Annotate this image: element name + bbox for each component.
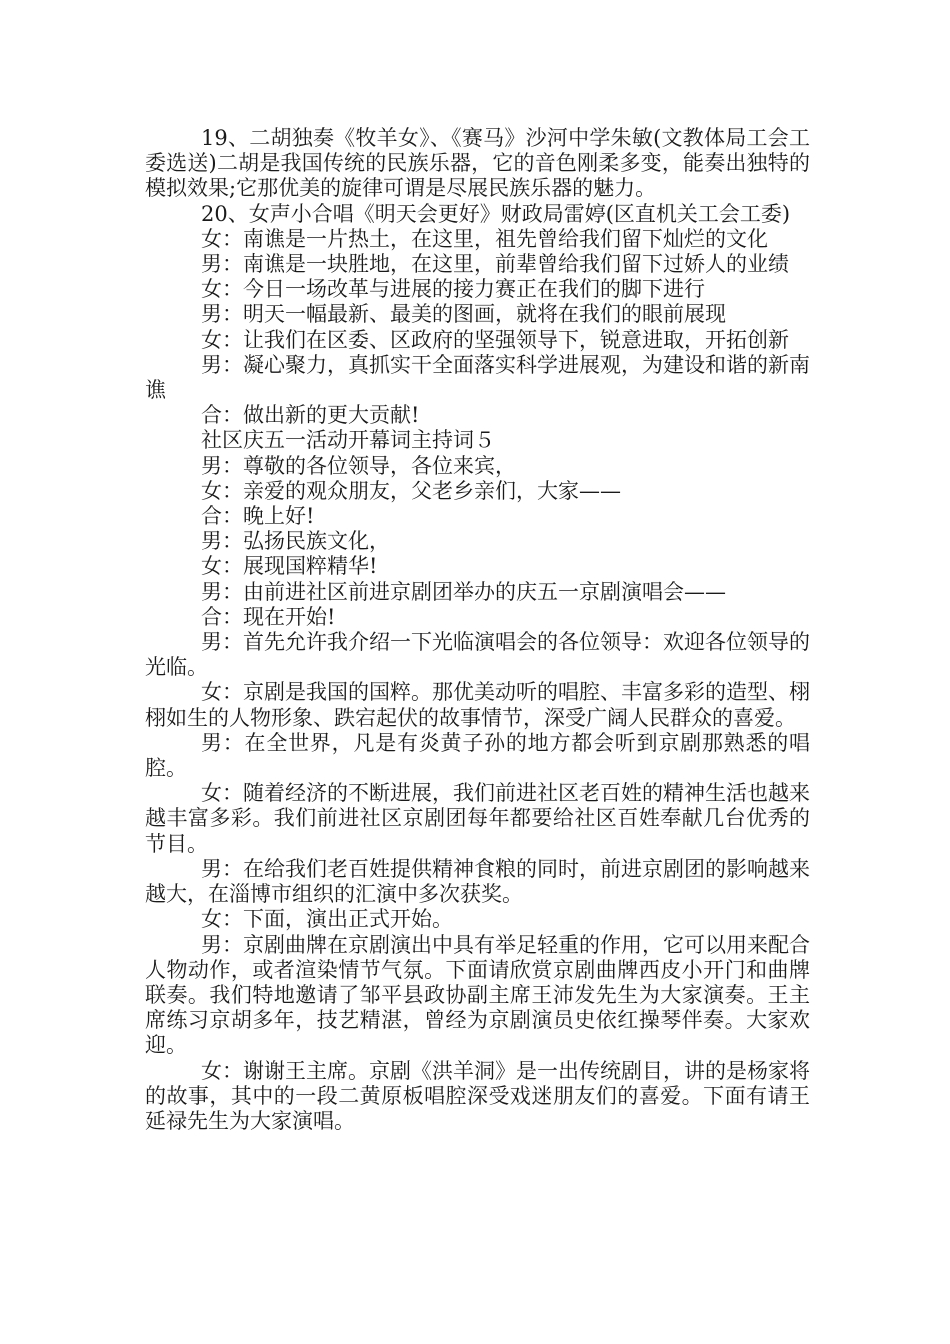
paragraph-6: 男：明天一幅最新、最美的图画，就将在我们的眼前展现 xyxy=(201,302,726,327)
paragraph-8: 男：凝心聚力，真抓实干全面落实科学进展观，为建设和谐的新南谯 xyxy=(145,352,810,403)
paragraph-14: 男：弘扬民族文化， xyxy=(201,529,390,554)
document-body xyxy=(145,126,810,1134)
paragraph-11: 男：尊敬的各位领导，各位来宾， xyxy=(201,453,516,478)
paragraph-20: 男：在全世界，凡是有炎黄子孙的地方都会听到京剧那熟悉的唱腔。 xyxy=(145,730,810,781)
paragraph-4: 男：南谯是一块胜地，在这里，前辈曾给我们留下过娇人的业绩 xyxy=(201,252,789,277)
paragraph-23: 女：下面，演出正式开始。 xyxy=(201,907,453,932)
paragraph-16: 男：由前进社区前进京剧团举办的庆五一京剧演唱会—— xyxy=(201,579,726,604)
paragraph-3: 女：南谯是一片热土，在这里，祖先曾给我们留下灿烂的文化 xyxy=(201,226,768,251)
paragraph-24: 男：京剧曲牌在京剧演出中具有举足轻重的作用，它可以用来配合人物动作，或者渲染情节气氛。下面请欣赏京剧曲牌西皮小开门和曲牌联奏。我们特地邀请了邹平县政协副主席王沛发先生为大家演奏。王主席练习京胡多年，技艺精湛，曾经为京剧演员史依红操琴伴奏。大家欢迎。 xyxy=(145,932,810,1058)
paragraph-5: 女：今日一场改革与进展的接力赛正在我们的脚下进行 xyxy=(201,277,705,302)
paragraph-9: 合：做出新的更大贡献! xyxy=(201,403,420,428)
paragraph-2: 20、女声小合唱《明天会更好》财政局雷婷(区直机关工会工委) xyxy=(201,201,791,226)
paragraph-17: 合：现在开始! xyxy=(201,604,336,629)
paragraph-19: 女：京剧是我国的国粹。那优美动听的唱腔、丰富多彩的造型、栩栩如生的人物形象、跌宕起伏的故事情节，深受广阔人民群众的喜爱。 xyxy=(145,680,810,730)
paragraph-12: 女：亲爱的观众朋友，父老乡亲们，大家—— xyxy=(201,478,621,503)
paragraph-25: 女：谢谢王主席。京剧《洪羊洞》是一出传统剧目，讲的是杨家将的故事，其中的一段二黄原板唱腔深受戏迷朋友们的喜爱。下面有请王延禄先生为大家演唱。 xyxy=(145,1058,810,1133)
paragraph-15: 女：展现国粹精华! xyxy=(201,554,378,579)
paragraph-1: 19、二胡独奏《牧羊女》、《赛马》沙河中学朱敏(文教体局工会工委选送)二胡是我国传统的民族乐器，它的音色刚柔多变，能奏出独特的模拟效果;它那优美的旋律可谓是尽展民族乐器的魅力。 xyxy=(145,126,810,201)
paragraph-18: 男：首先允许我介绍一下光临演唱会的各位领导：欢迎各位领导的光临。 xyxy=(145,630,810,680)
paragraph-21: 女：随着经济的不断进展，我们前进社区老百姓的精神生活也越来越丰富多彩。我们前进社区京剧团每年都要给社区百姓奉献几台优秀的节目。 xyxy=(145,781,810,856)
section-heading: 社区庆五一活动开幕词主持词５ xyxy=(201,428,495,453)
paragraph-13: 合：晚上好! xyxy=(201,504,315,529)
paragraph-7: 女：让我们在区委、区政府的坚强领导下，锐意进取，开拓创新 xyxy=(201,327,789,352)
paragraph-22: 男：在给我们老百姓提供精神食粮的同时，前进京剧团的影响越来越大，在淄博市组织的汇演中多次获奖。 xyxy=(145,856,810,907)
